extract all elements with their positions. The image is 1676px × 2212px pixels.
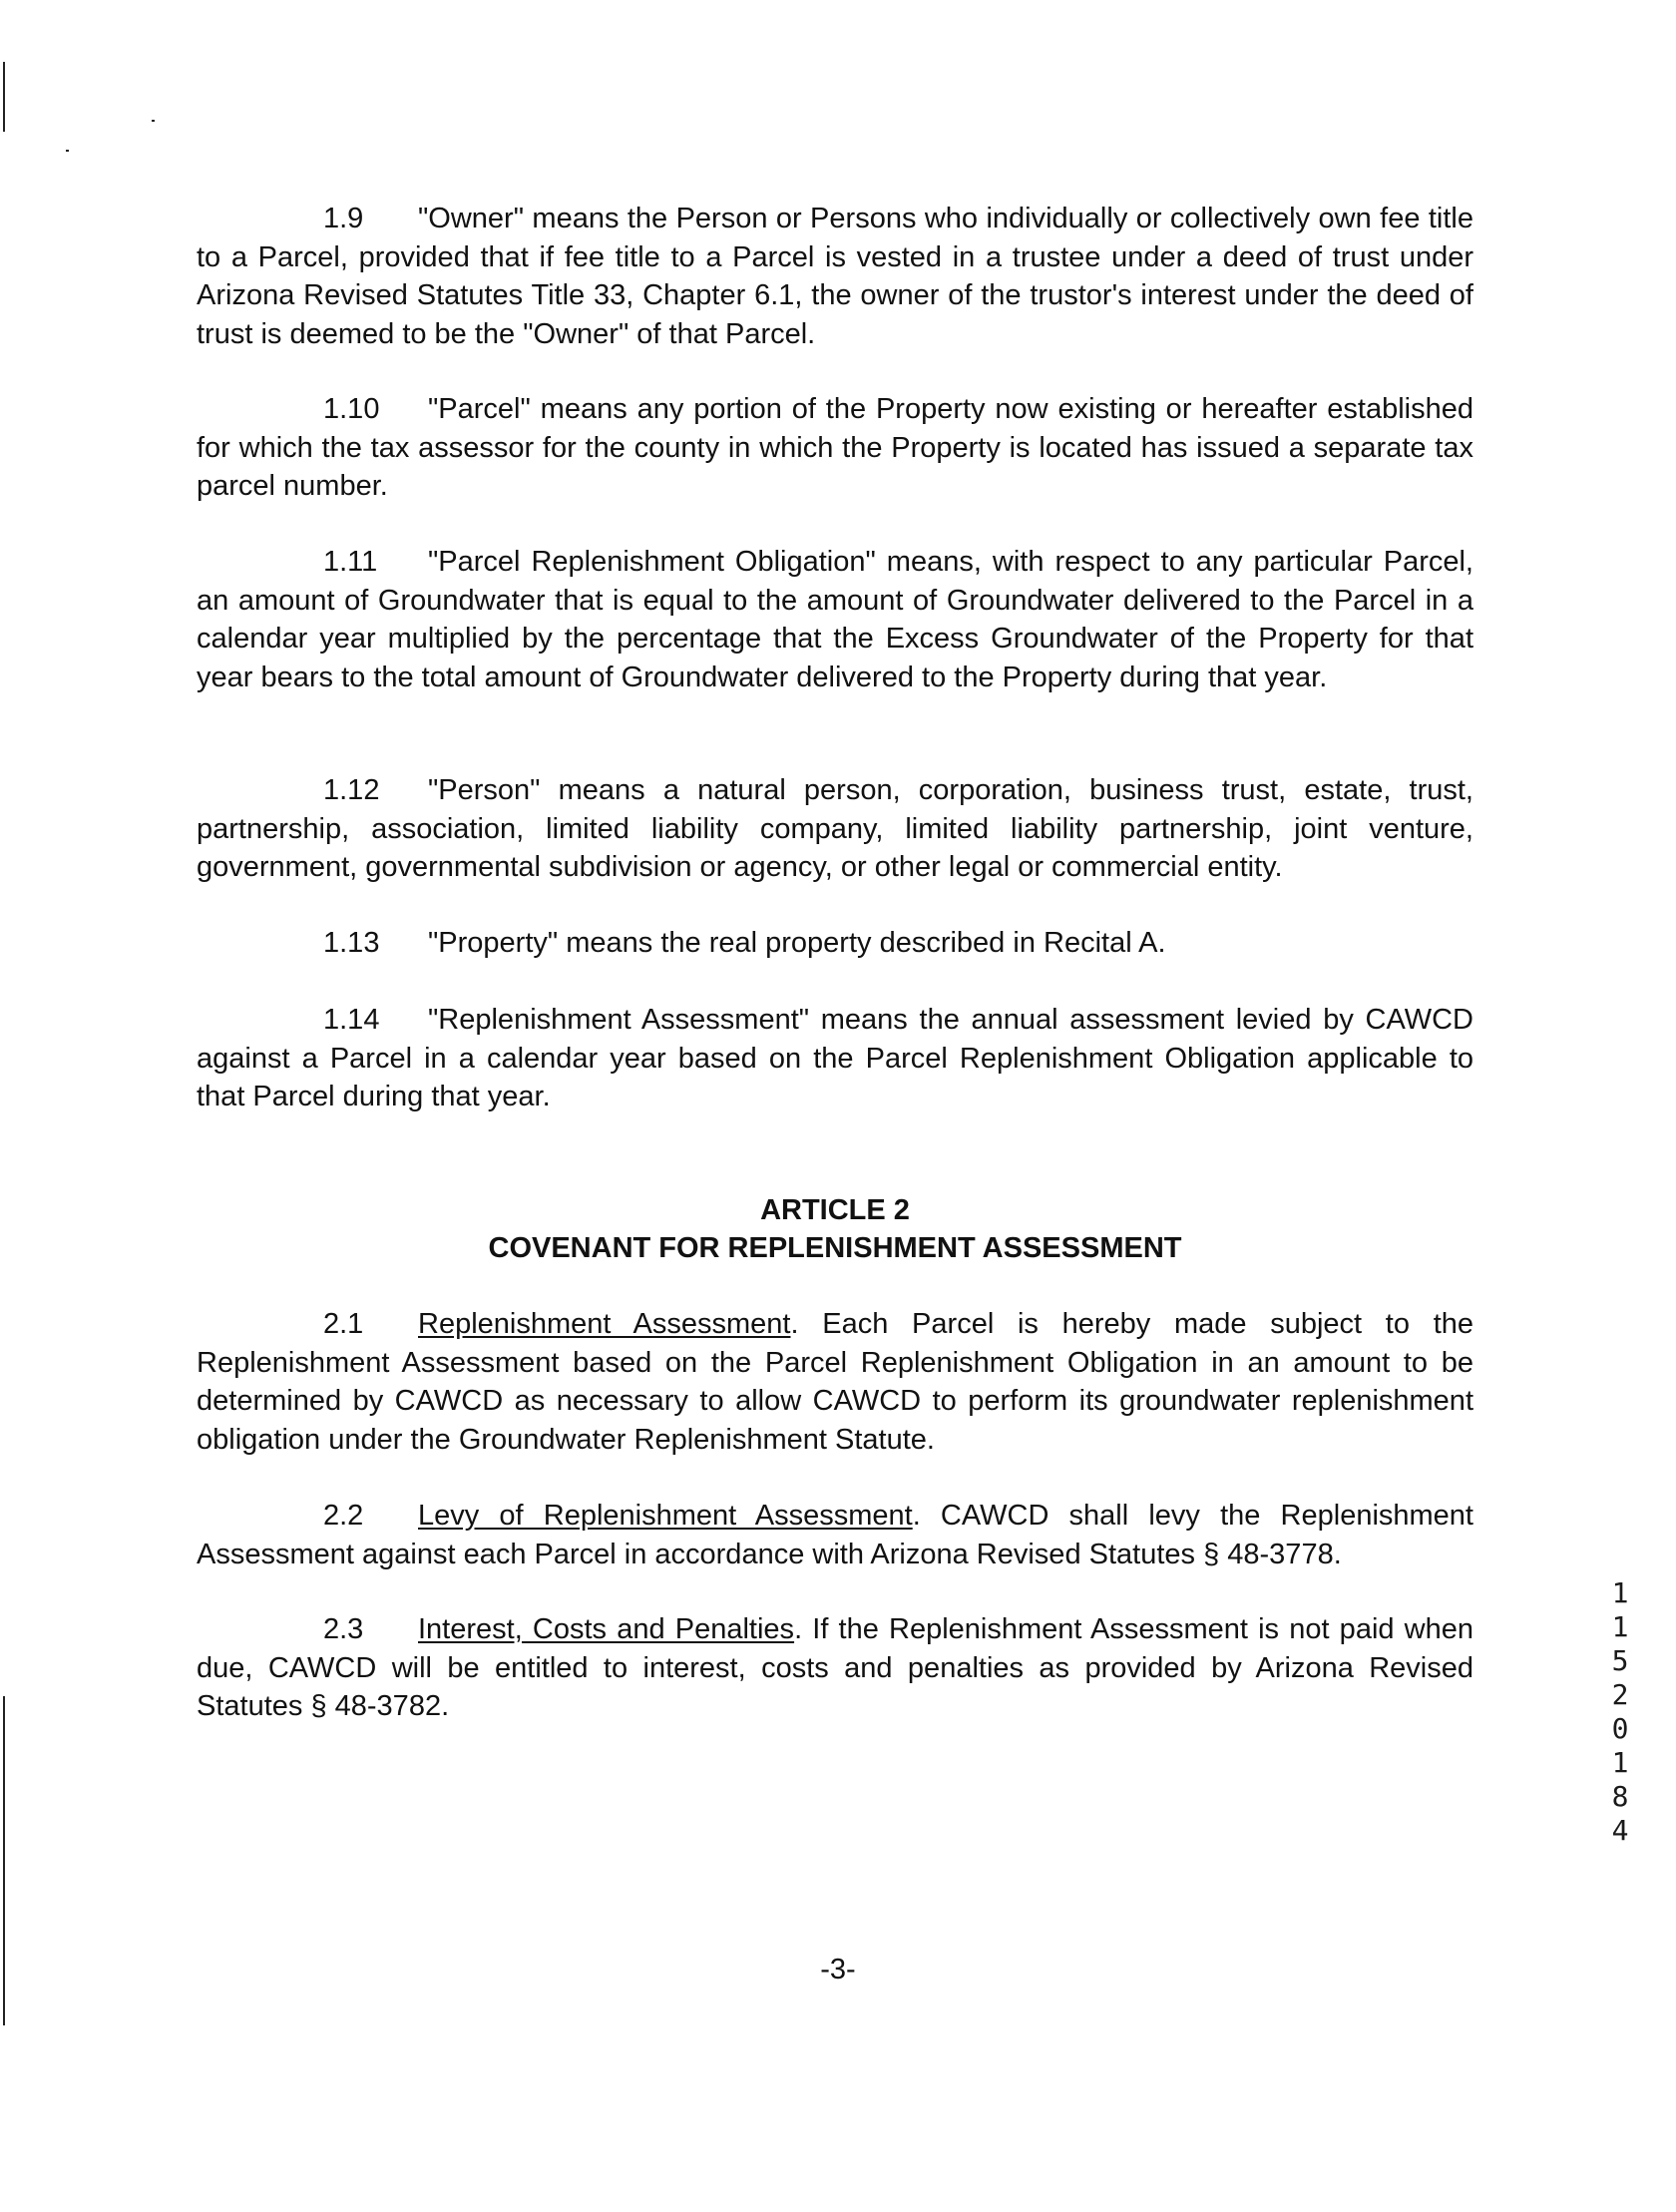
section-number: 1.12	[323, 774, 380, 806]
section-text: . Each Parcel is hereby made subject to the Replenishment Assessment based on the Parcel Replenishment Obligation in an amount to be determined by CAWCD as necessary to allow CAWCD to perform its groundwater replenishment obligation under the Groundwater Replenishment Statute.	[197, 1308, 1474, 1456]
scan-edge-mark	[3, 62, 5, 132]
section-1-14	[197, 1001, 1473, 1116]
section-text: . CAWCD shall levy the Replenishment Assessment against each Parcel in accordance with Arizona Revised Statutes § 48-3778.	[197, 1500, 1473, 1570]
section-number: 2.1	[323, 1308, 364, 1340]
section-number: 1.10	[323, 393, 380, 425]
section-2-3	[197, 1610, 1473, 1726]
section-text: "Owner" means the Person or Persons who individually or collectively own fee title to a Parcel, provided that if fee title to a Parcel is vested in a trustee under a deed of trust under Arizona Revised Statutes Title 33, Chapter 6.1, the owner of the trustor's interest under the deed of trust is deemed to be the "Owner" of that Parcel.	[197, 203, 1473, 350]
article-title: COVENANT FOR REPLENISHMENT ASSESSMENT	[488, 1232, 1182, 1264]
page-number: -3-	[820, 1954, 856, 1986]
section-heading: Interest, Costs and Penalties	[418, 1613, 795, 1645]
section-heading: Replenishment Assessment	[418, 1308, 791, 1340]
section-number: 1.11	[323, 546, 378, 578]
section-number: 1.13	[323, 927, 380, 959]
section-number: 2.3	[323, 1613, 364, 1645]
section-1-9	[197, 200, 1473, 353]
section-2-1	[197, 1305, 1473, 1459]
section-number: 1.9	[323, 203, 364, 234]
section-text: "Parcel Replenishment Obligation" means, with respect to any particular Parcel, an amount of Groundwater that is equal to the amount of Groundwater delivered to the Parcel in a calendar year multiplied by the percentage that the Excess Groundwater of the Property for that year bears to the total amount of Groundwater delivered to the Property during that year.	[197, 546, 1473, 693]
scan-edge-mark	[66, 150, 69, 152]
margin-recording-number: 1152 0184	[1611, 1576, 1629, 1847]
section-number: 2.2	[323, 1500, 364, 1532]
section-text: "Replenishment Assessment" means the annual assessment levied by CAWCD against a Parcel in a calendar year based on the Parcel Replenishment Obligation applicable to that Parcel during that year.	[197, 1004, 1473, 1112]
section-2-2	[197, 1497, 1473, 1573]
scan-edge-mark	[152, 120, 155, 122]
section-1-10	[197, 390, 1473, 506]
section-text: . If the Replenishment Assessment is not paid when due, CAWCD will be entitled to interest, costs and penalties as provided by Arizona Revised Statutes § 48-3782.	[197, 1613, 1473, 1722]
section-heading: Levy of Replenishment Assessment	[418, 1500, 913, 1532]
section-number: 1.14	[323, 1004, 380, 1036]
section-1-13	[197, 924, 1473, 963]
section-1-12	[197, 771, 1473, 887]
section-text: "Parcel" means any portion of the Property now existing or hereafter established for which the tax assessor for the county in which the Property is located has issued a separate tax parcel number.	[197, 393, 1473, 502]
article-number: ARTICLE 2	[760, 1194, 910, 1226]
section-text: "Person" means a natural person, corporation, business trust, estate, trust, partnership, association, limited liability company, limited liability partnership, joint venture, government, governmental subdivision or agency, or other legal or commercial entity.	[197, 774, 1473, 883]
section-text: "Property" means the real property described in Recital A.	[428, 927, 1166, 959]
section-1-11	[197, 543, 1473, 696]
